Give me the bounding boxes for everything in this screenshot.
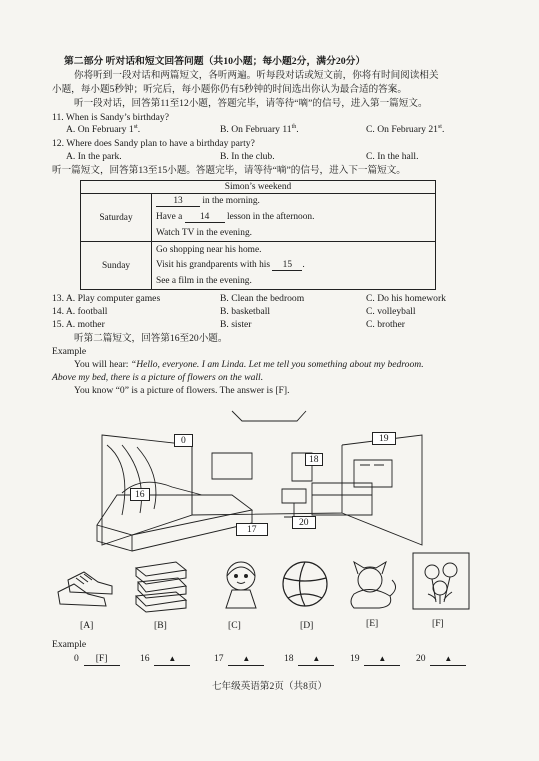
- sunday-row-2: Visit his grandparents with his 15 .: [152, 258, 436, 274]
- table-title: Simon’s weekend: [81, 181, 436, 194]
- intro-line-5: 听第二篇短文，回答第16至20小题。: [74, 333, 228, 344]
- q11-stem: 11. When is Sandy’s birthday?: [52, 112, 169, 123]
- sunday-row-3: See a film in the evening.: [152, 274, 436, 290]
- q12-stem: 12. Where does Sandy plan to have a birthday party?: [52, 138, 255, 149]
- q13-option-b[interactable]: B. Clean the bedroom: [220, 293, 305, 304]
- answer-19: 19 ▲: [350, 653, 400, 666]
- saturday-label: Saturday: [81, 194, 152, 242]
- answer-16: 16 ▲: [140, 653, 190, 666]
- answer-0: 0 [F]: [74, 653, 120, 666]
- answer-20-field[interactable]: ▲: [430, 653, 466, 666]
- bedroom-illustration: [92, 405, 452, 553]
- section-title: 第二部分 听对话和短文回答问题（共10小题；每小题2分，满分20分）: [64, 56, 366, 67]
- q15-option-a[interactable]: 15. A. mother: [52, 319, 105, 330]
- q12-option-b[interactable]: B. In the club.: [220, 151, 275, 162]
- picture-label-d: [D]: [300, 620, 314, 631]
- blank-15[interactable]: 15: [272, 260, 302, 271]
- sunday-label: Sunday: [81, 242, 152, 290]
- picture-label-f: [F]: [432, 618, 444, 629]
- intro-line-3: 听一段对话，回答第11至12小题，答题完毕，请等待“嘀”的信号，进入第一篇短文。: [74, 98, 428, 109]
- picture-label-c: [C]: [228, 620, 241, 631]
- q13-option-c[interactable]: C. Do his homework: [366, 293, 446, 304]
- answer-20: 20 ▲: [416, 653, 466, 666]
- intro-line-1: 你将听到一段对话和两篇短文，各听两遍。听每段对话或短文前，你将有时间阅读相关: [74, 70, 439, 81]
- books-icon: [130, 554, 192, 614]
- saturday-row-3: Watch TV in the evening.: [152, 226, 436, 242]
- q13-option-a[interactable]: 13. A. Play computer games: [52, 293, 161, 304]
- q15-option-b[interactable]: B. sister: [220, 319, 252, 330]
- page-footer: 七年级英语第2页（共8页）: [211, 681, 328, 692]
- q11-option-c[interactable]: C. On February 21st.: [366, 123, 445, 135]
- blank-14[interactable]: 14: [185, 212, 225, 223]
- picture-label-e: [E]: [366, 618, 379, 629]
- doll-icon: [210, 554, 272, 614]
- answer-0-value: [F]: [84, 653, 120, 666]
- q14-option-b[interactable]: B. basketball: [220, 306, 271, 317]
- answer-19-field[interactable]: ▲: [364, 653, 400, 666]
- cat-icon: [340, 554, 402, 614]
- example-label-2: Example: [52, 639, 87, 650]
- example-label: Example: [52, 346, 87, 357]
- simons-weekend-table: [80, 180, 436, 290]
- flowers-picture-icon: [410, 550, 472, 612]
- q15-option-c[interactable]: C. brother: [366, 319, 405, 330]
- sneakers-icon: [54, 554, 116, 614]
- saturday-row-1: 13 in the morning.: [152, 194, 436, 210]
- room-label-18: 18: [305, 453, 323, 466]
- sunday-row-1: Go shopping near his home.: [152, 242, 436, 258]
- picture-label-a: [A]: [80, 620, 94, 631]
- intro-line-4: 听一篇短文，回答第13至15小题。答题完毕，请等待“嘀”的信号，进入下一篇短文。: [52, 165, 406, 176]
- q12-option-c[interactable]: C. In the hall.: [366, 151, 419, 162]
- answer-18-field[interactable]: ▲: [298, 653, 334, 666]
- q11-option-a[interactable]: A. On February 1st.: [66, 123, 141, 135]
- example-line-3: You know “0” is a picture of flowers. The answer is [F].: [74, 385, 290, 396]
- example-line-1: You will hear: “Hello, everyone. I am Linda. Let me tell you something about my bedroom.: [74, 359, 424, 370]
- room-label-0: 0: [174, 434, 193, 447]
- answer-16-field[interactable]: ▲: [154, 653, 190, 666]
- saturday-row-2: Have a 14 lesson in the afternoon.: [152, 210, 436, 226]
- q14-option-a[interactable]: 14. A. football: [52, 306, 108, 317]
- room-label-16: 16: [130, 488, 150, 501]
- intro-line-2: 小题，每小题5秒钟；听完后，每小题你仍有5秒钟的时间选出你认为最合适的答案。: [52, 84, 407, 95]
- q12-option-a[interactable]: A. In the park.: [66, 151, 122, 162]
- blank-13[interactable]: 13: [156, 196, 200, 207]
- answer-18: 18 ▲: [284, 653, 334, 666]
- answer-17-field[interactable]: ▲: [228, 653, 264, 666]
- answer-17: 17 ▲: [214, 653, 264, 666]
- example-line-2: Above my bed, there is a picture of flowers on the wall.: [52, 372, 264, 383]
- q11-option-b[interactable]: B. On February 11th.: [220, 123, 299, 135]
- volleyball-icon: [274, 554, 336, 614]
- picture-label-b: [B]: [154, 620, 167, 631]
- room-label-17: 17: [236, 523, 268, 536]
- q14-option-c[interactable]: C. volleyball: [366, 306, 416, 317]
- room-label-20: 20: [292, 516, 316, 529]
- room-label-19: 19: [372, 432, 396, 445]
